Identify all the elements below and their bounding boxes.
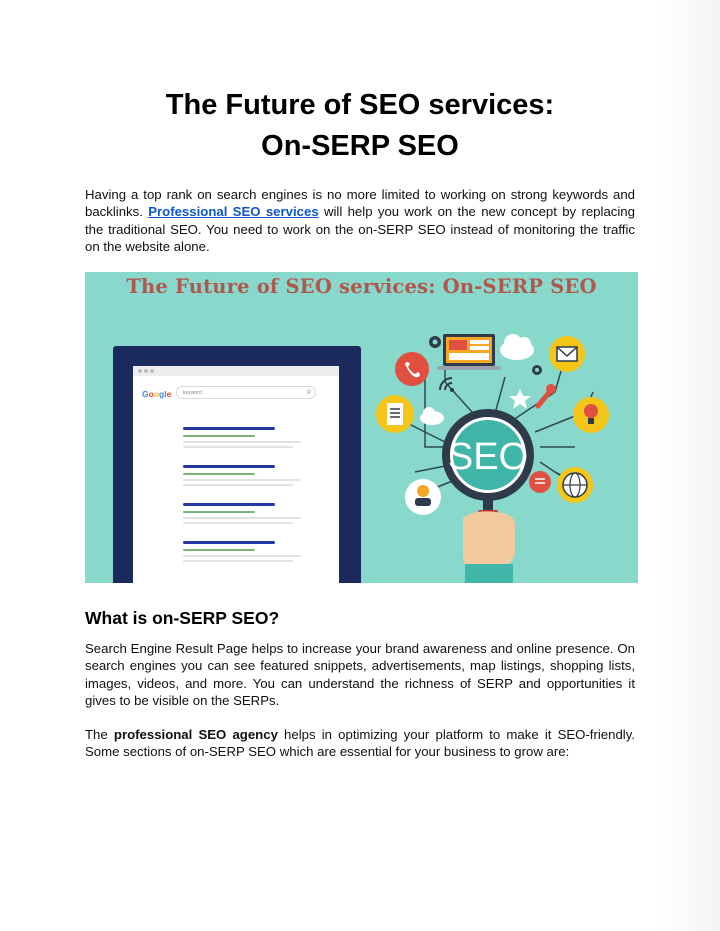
chat-icon [529, 471, 551, 493]
user-icon [405, 479, 441, 515]
email-icon [549, 336, 585, 372]
intro-text-start: Having a top rank on search engines is no more limited to working on strong keywords and backlinks. [85, 187, 635, 220]
wrench-icon [534, 384, 556, 409]
cloud-icon [420, 407, 444, 425]
section-heading: What is on-SERP SEO? [85, 608, 280, 628]
seo-banner-image [85, 272, 638, 583]
globe-icon [557, 467, 593, 503]
intro-text-end: will help you work on the new concept by replacing the traditional SEO. You need to work on the on-SERP SEO instead of monitoring the traffic on the website alone. [85, 204, 635, 254]
section-paragraph: Search Engine Result Page helps to increase your brand awareness and online presence. On search engines you can see featured snippets, advertisements, map listings, shopping lists, images, videos, and more. You can understand the richness of SERP and opportunities it gives to be visible on the SERPs. [85, 641, 635, 708]
agency-bold-text: professional SEO agency [113, 727, 278, 742]
agency-text-end: helps in optimizing your platform to make it SEO-friendly. Some sections of on-SERP SEO which are essential for your business to grow are: [85, 727, 636, 760]
phone-icon [395, 352, 429, 386]
agency-text-start: The [85, 727, 114, 742]
seo-icons-illustration [85, 272, 638, 583]
document-icon [376, 395, 414, 433]
page-title-line-2: On-SERP SEO [261, 130, 459, 162]
search-placeholder: keyword [183, 390, 202, 396]
magnifier-text: SEO [447, 436, 529, 478]
google-logo: Google [142, 389, 172, 399]
lightbulb-icon [573, 397, 609, 433]
wifi-icon [440, 378, 454, 392]
magnifying-glass-icon [446, 413, 530, 522]
banner-title: The Future of SEO services: On-SERP SEO [126, 275, 597, 298]
page-title-line-1: The Future of SEO services: [165, 89, 555, 121]
intro-paragraph [85, 186, 635, 255]
cloud-icon [500, 334, 534, 360]
agency-paragraph [85, 726, 635, 761]
star-icon [509, 389, 531, 409]
hand-icon [463, 511, 515, 583]
search-icon: ⚲ [306, 390, 311, 396]
laptop-icon [437, 334, 501, 370]
professional-seo-services-link[interactable]: Professional SEO services [148, 204, 319, 220]
